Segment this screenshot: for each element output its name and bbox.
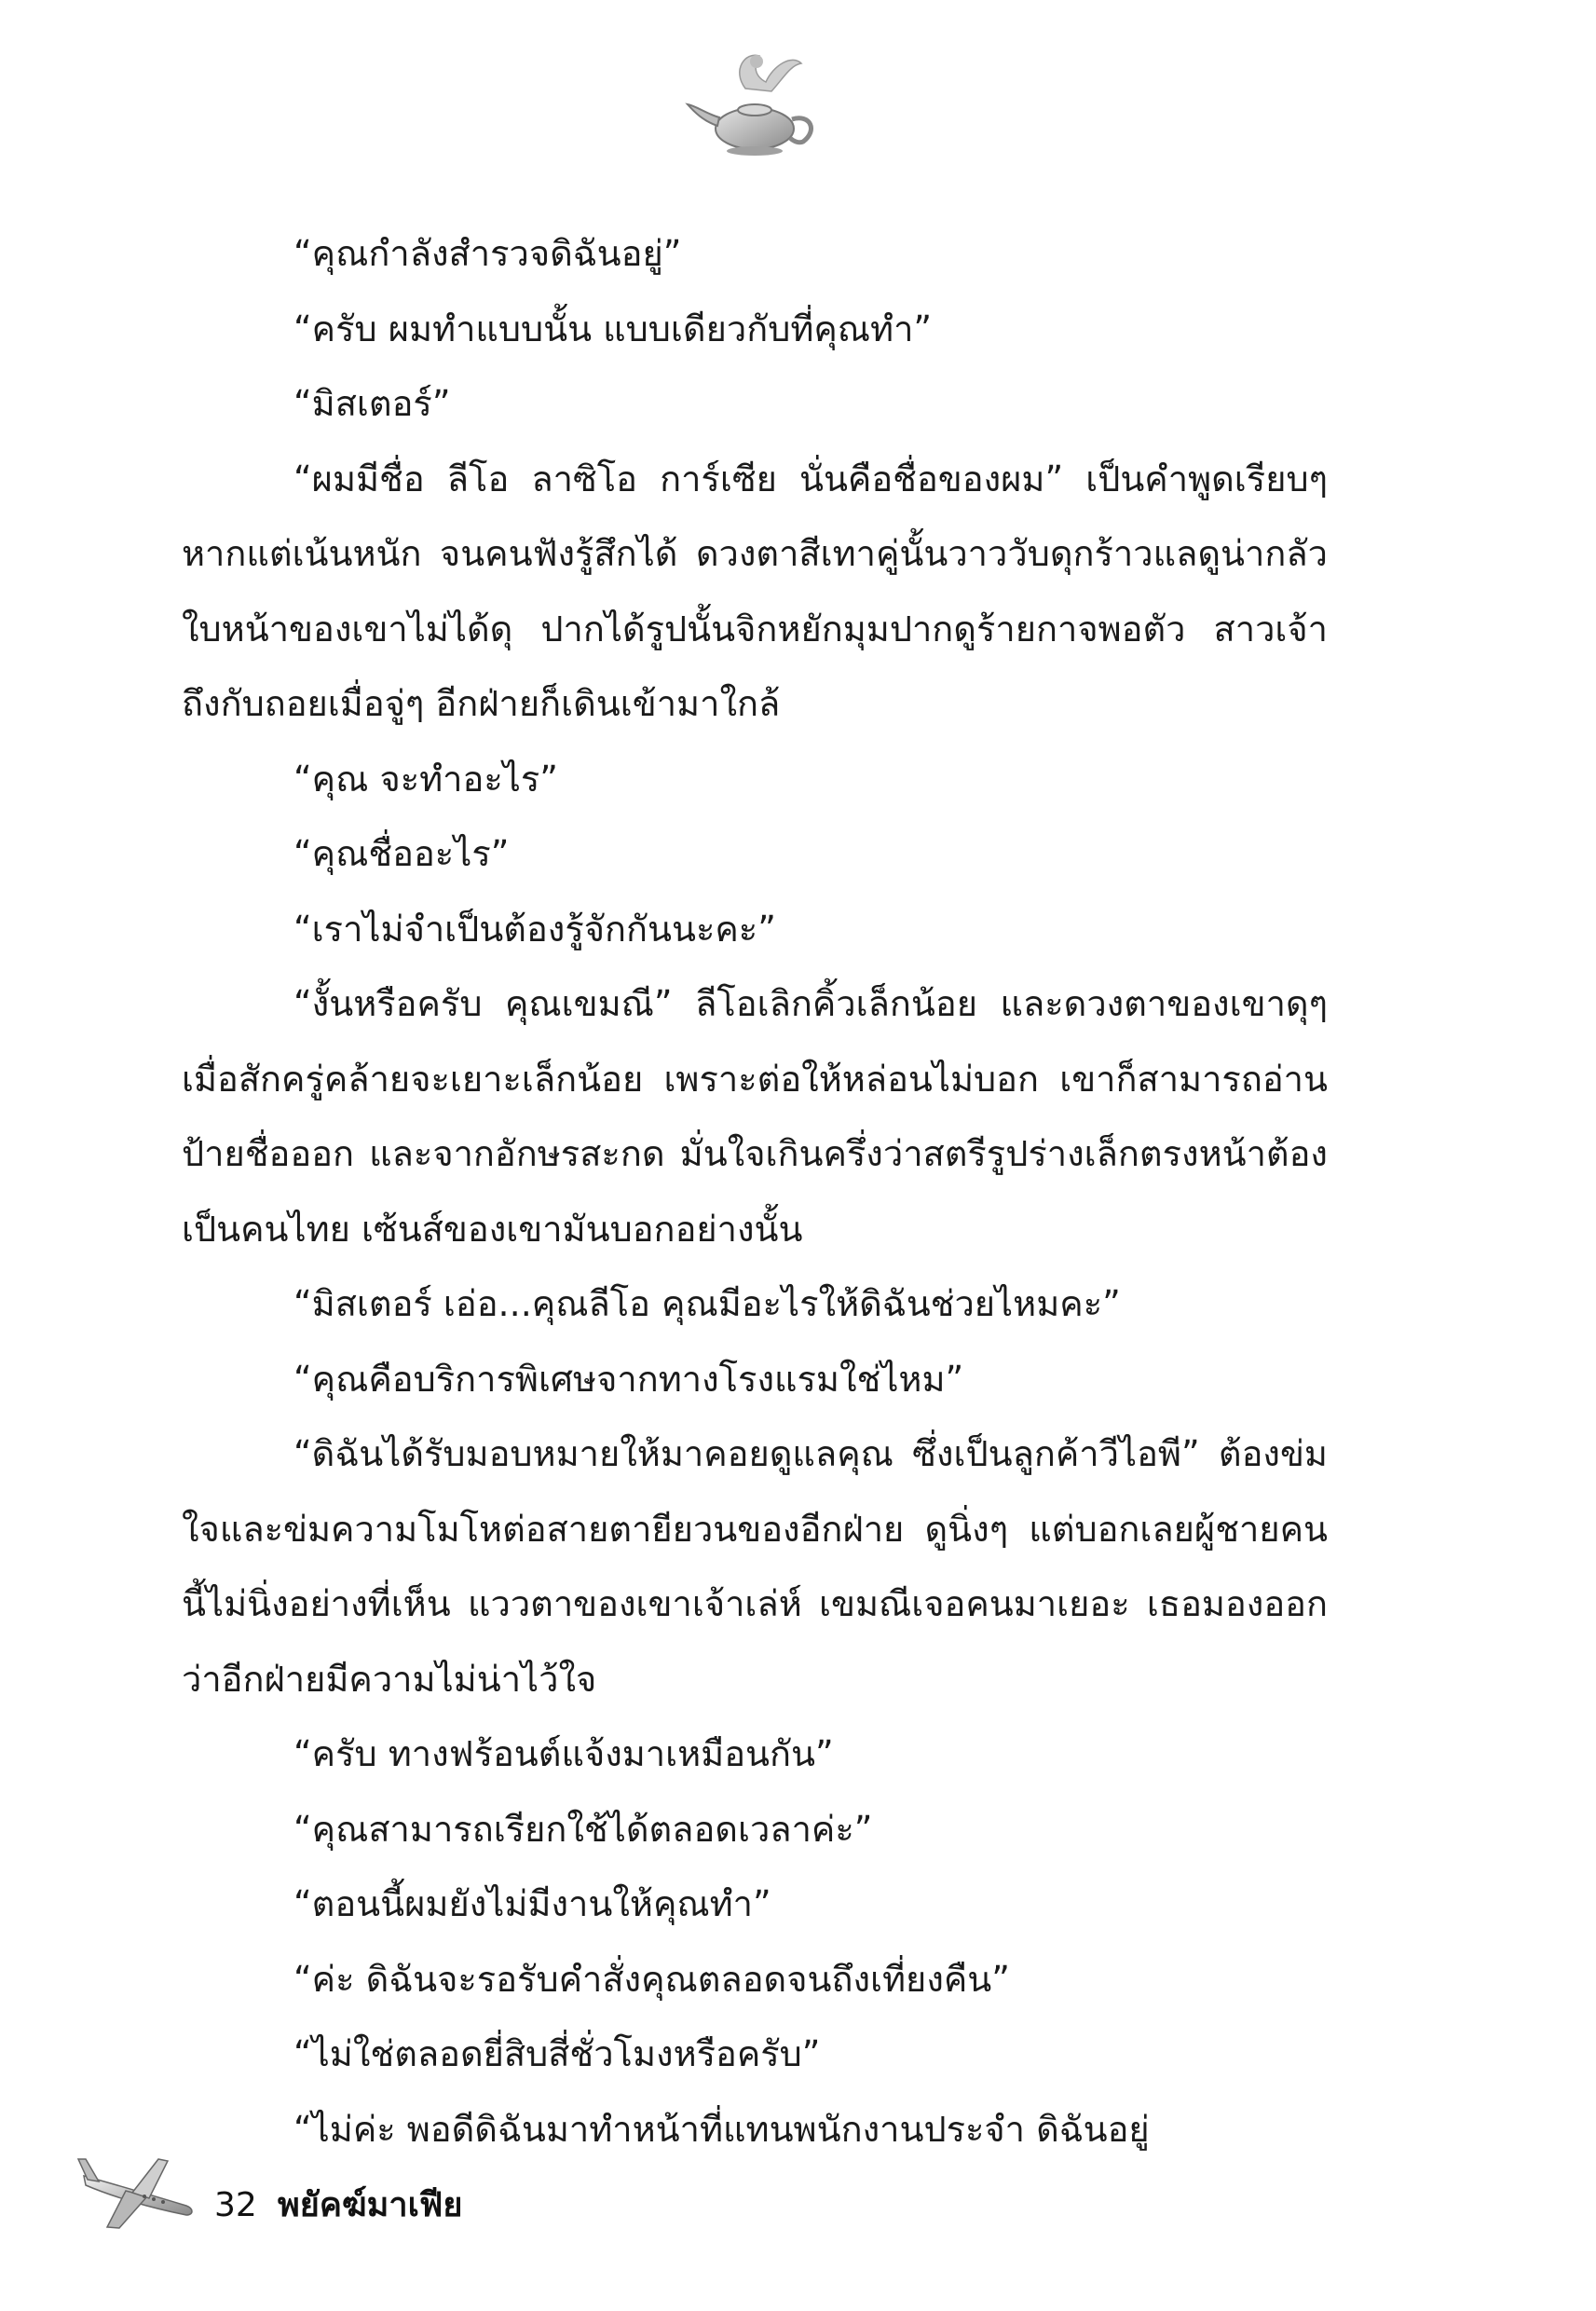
paragraph: “มิสเตอร์ เอ่อ...คุณลีโอ คุณมีอะไรให้ดิฉันช่วยไหมคะ” (293, 1283, 1121, 1324)
page-footer (75, 2139, 727, 2241)
paragraph: “งั้นหรือครับ คุณเขมณี” ลีโอเลิกคิ้วเล็กน้อย และดวงตาของเขาดุๆ เมื่อสักครู่คล้ายจะเยาะเล็กน้อย เพราะต่อให้หล่อนไม่บอก เขาก็สามารถอ่านป้ายชื่อออก และจากอักษรสะกด มั่นใจเกินครึ่งว่าสตรีรูปร่างเล็กตรงหน้าต้องเป็นคนไทย เซ้นส์ของเขามันบอกอย่างนั้น (182, 983, 1328, 1250)
paragraph: “ดิฉันได้รับมอบหมายให้มาคอยดูแลคุณ ซึ่งเป็นลูกค้าวีไอพี” ต้องข่มใจและข่มความโมโหต่อสายตายียวนของอีกฝ่าย ดูนิ่งๆ แต่บอกเลยผู้ชายคนนี้ไม่นิ่งอย่างที่เห็น แววตาของเขาเจ้าเล่ห์ เขมณีเจอคนมาเยอะ เธอมองออกว่าอีกฝ่ายมีความไม่น่าไว้ใจ (182, 1433, 1328, 1700)
paragraph: “ไม่ใช่ตลอดยี่สิบสี่ชั่วโมงหรือครับ” (293, 2033, 821, 2074)
paragraph: “คุณสามารถเรียกใช้ได้ตลอดเวลาค่ะ” (293, 1808, 873, 1850)
book-title: พยัคฆ์มาเฟีย (278, 2186, 463, 2224)
paragraph: “ค่ะ ดิฉันจะรอรับคำสั่งคุณตลอดจนถึงเที่ยงคืน” (293, 1958, 1010, 2000)
paragraph: “คุณคือบริการพิเศษจากทางโรงแรมใช่ไหม” (293, 1358, 964, 1400)
paragraph: “เราไม่จำเป็นต้องรู้จักกันนะคะ” (293, 908, 776, 950)
paragraph: “คุณ จะทำอะไร” (293, 758, 558, 800)
teapot-fairy-icon (680, 37, 829, 168)
paragraph: “ครับ ทางฟร้อนต์แจ้งมาเหมือนกัน” (293, 1733, 834, 1774)
paragraph: “คุณกำลังสำรวจดิฉันอยู่” (293, 233, 682, 274)
body-text (182, 216, 1328, 2167)
page-number: 32 (214, 2186, 257, 2224)
paragraph: “ผมมีชื่อ ลีโอ ลาซิโอ การ์เซีย นั่นคือชื่อของผม” เป็นคำพูดเรียบๆ หากแต่เน้นหนัก จนคนฟังรู้สึกได้ ดวงตาสีเทาคู่นั้นวาววับดุกร้าวแลดูน่ากลัว ใบหน้าของเขาไม่ได้ดุ ปากได้รูปนั้นจิกหยักมุมปากดูร้ายกาจพอตัว สาวเจ้าถึงกับถอยเมื่อจู่ๆ อีกฝ่ายก็เดินเข้ามาใกล้ (182, 458, 1328, 724)
paragraph: “ครับ ผมทำแบบนั้น แบบเดียวกับที่คุณทำ” (293, 308, 933, 349)
paragraph: “ตอนนี้ผมยังไม่มีงานให้คุณทำ” (293, 1883, 771, 1924)
paragraph: “ไม่ค่ะ พอดีดิฉันมาทำหน้าที่แทนพนักงานประจำ ดิฉันอยู่ (293, 2108, 1150, 2150)
paragraph: “คุณชื่ออะไร” (293, 833, 510, 874)
paragraph: “มิสเตอร์” (293, 383, 451, 424)
airplane-icon (75, 2139, 205, 2241)
